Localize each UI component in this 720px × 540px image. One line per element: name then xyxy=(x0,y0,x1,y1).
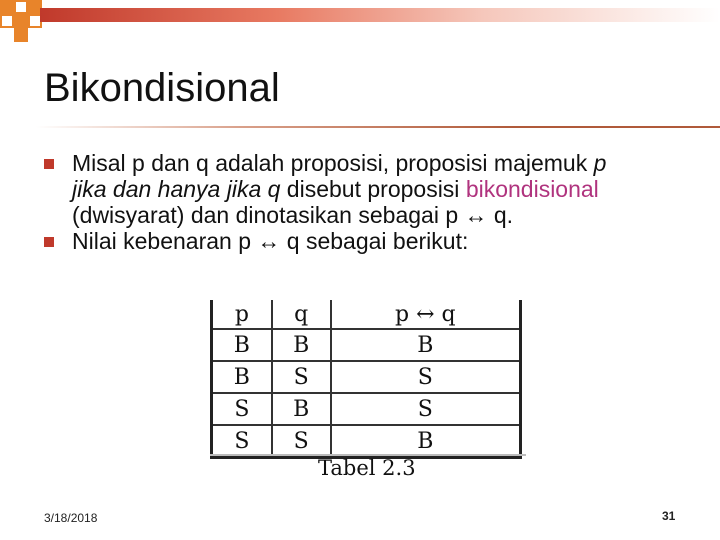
page-number: 31 xyxy=(662,509,676,523)
table-cell: B xyxy=(272,393,331,425)
deco-square xyxy=(0,0,14,14)
top-gradient-bar xyxy=(40,8,720,22)
truth-table-container xyxy=(210,300,526,459)
table-caption: Tabel 2.3 xyxy=(318,456,416,480)
table-header-row xyxy=(212,300,521,329)
table-cell: S xyxy=(331,393,521,425)
slide-title: Bikondisional xyxy=(44,66,280,110)
corner-decoration xyxy=(0,0,60,46)
bullet-text: Nilai kebenaran p ↔ q sebagai berikut: xyxy=(72,228,469,254)
truth-table xyxy=(210,300,522,459)
table-cell: B xyxy=(212,361,272,393)
table-cell: B xyxy=(331,425,521,458)
footer-date: 3/18/2018 xyxy=(44,511,98,525)
bullet-item xyxy=(42,228,642,254)
bullet-list xyxy=(42,150,642,254)
table-cell: S xyxy=(272,425,331,458)
bullet-item xyxy=(42,150,642,228)
table-cell: S xyxy=(212,425,272,458)
deco-square xyxy=(14,28,28,42)
table-cell: B xyxy=(272,329,331,361)
table-cell: B xyxy=(331,329,521,361)
title-underline xyxy=(36,126,720,128)
deco-square xyxy=(0,14,14,28)
deco-square xyxy=(14,14,28,28)
table-row xyxy=(212,361,521,393)
column-header: p xyxy=(212,300,272,329)
table-cell: B xyxy=(212,329,272,361)
column-header: p ↔ q xyxy=(331,300,521,329)
table-cell: S xyxy=(212,393,272,425)
table-row xyxy=(212,425,521,458)
table-cell: S xyxy=(331,361,521,393)
deco-square xyxy=(14,0,28,14)
bullet-text: Misal p dan q adalah proposisi, proposisi majemuk p jika dan hanya jika q disebut proposisi bikondisional (dwisyarat) dan dinotasikan sebagai p ↔ q. xyxy=(72,150,607,228)
table-row xyxy=(212,393,521,425)
bullet-square-icon xyxy=(44,159,54,169)
column-header: q xyxy=(272,300,331,329)
table-cell: S xyxy=(272,361,331,393)
table-row xyxy=(212,329,521,361)
highlighted-term: bikondisional xyxy=(465,176,599,202)
bullet-square-icon xyxy=(44,237,54,247)
